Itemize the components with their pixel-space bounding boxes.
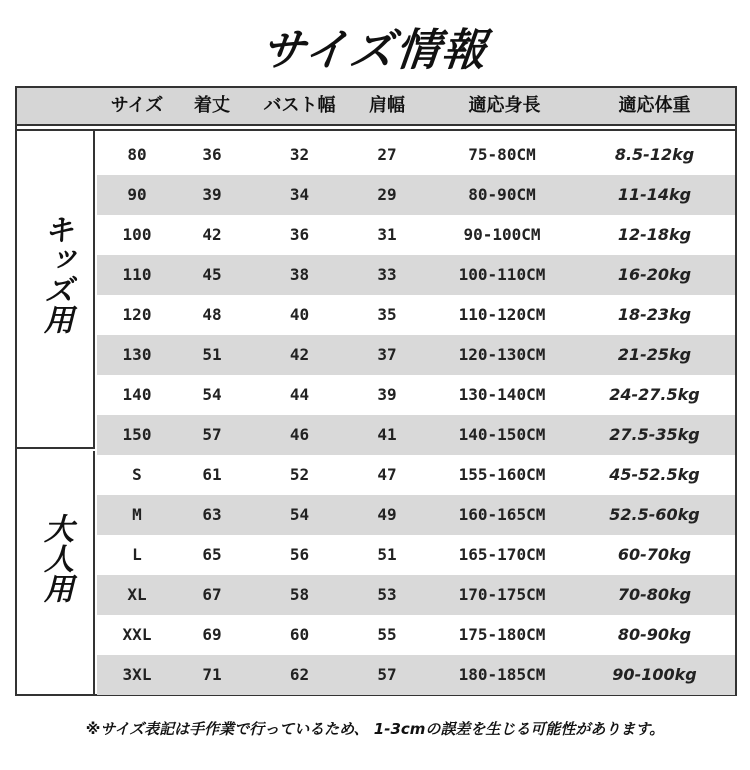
cell-shoulder: 55 <box>377 625 397 644</box>
cell-bust: 32 <box>289 145 310 164</box>
cell-bust: 52 <box>289 465 310 484</box>
cell-weight: 11-14kg <box>617 185 692 204</box>
table-row <box>97 655 735 695</box>
cell-bust: 38 <box>289 265 310 284</box>
cell-weight: 27.5-35kg <box>609 425 700 444</box>
cell-length: 39 <box>202 185 222 204</box>
header-height: 適応身長 <box>468 95 541 116</box>
cell-shoulder: 33 <box>377 265 397 284</box>
cell-length: 48 <box>202 305 222 324</box>
cell-weight: 52.5-60kg <box>609 505 700 524</box>
cell-shoulder: 37 <box>377 345 397 364</box>
cell-size: M <box>132 505 142 524</box>
cell-bust: 46 <box>289 425 310 444</box>
cell-height: 75-80CM <box>468 145 536 164</box>
cell-length: 63 <box>202 505 222 524</box>
cell-shoulder: 27 <box>377 145 397 164</box>
cell-length: 54 <box>202 385 222 404</box>
cell-weight: 60-70kg <box>617 545 692 564</box>
cell-height: 165-170CM <box>458 545 546 564</box>
header-shoulder: 肩幅 <box>369 95 405 116</box>
cell-length: 67 <box>202 585 222 604</box>
cell-weight: 21-25kg <box>617 345 692 364</box>
cell-shoulder: 53 <box>377 585 397 604</box>
cell-weight: 45-52.5kg <box>609 465 700 484</box>
cell-length: 57 <box>202 425 222 444</box>
cell-size: 3XL <box>122 665 152 684</box>
kids-group-label <box>17 214 93 334</box>
cell-length: 36 <box>202 145 222 164</box>
cell-size: 90 <box>127 185 147 204</box>
table-header <box>17 88 735 126</box>
cell-shoulder: 31 <box>377 225 397 244</box>
cell-size: 100 <box>122 225 152 244</box>
cell-bust: 54 <box>289 505 310 524</box>
cell-shoulder: 47 <box>377 465 397 484</box>
header-divider <box>17 129 735 131</box>
cell-weight: 24-27.5kg <box>609 385 700 404</box>
table-row <box>97 615 735 655</box>
table-row <box>97 135 735 175</box>
cell-height: 120-130CM <box>458 345 546 364</box>
cell-length: 69 <box>202 625 222 644</box>
cell-bust: 62 <box>289 665 310 684</box>
cell-shoulder: 49 <box>377 505 397 524</box>
header-length: 着丈 <box>194 95 230 116</box>
header-weight: 適応体重 <box>618 95 691 116</box>
cell-weight: 18-23kg <box>617 305 692 324</box>
cell-length: 45 <box>202 265 222 284</box>
adult-group-label <box>17 513 93 603</box>
table-row <box>97 255 735 295</box>
cell-bust: 58 <box>289 585 310 604</box>
cell-height: 110-120CM <box>458 305 546 324</box>
cell-weight: 90-100kg <box>612 665 697 684</box>
cell-weight: 8.5-12kg <box>614 145 695 164</box>
cell-height: 90-100CM <box>463 225 541 244</box>
cell-bust: 44 <box>289 385 310 404</box>
adult-group <box>17 451 95 694</box>
table-row <box>97 535 735 575</box>
cell-height: 180-185CM <box>458 665 546 684</box>
table-row <box>97 495 735 535</box>
cell-length: 51 <box>202 345 222 364</box>
cell-shoulder: 41 <box>377 425 397 444</box>
cell-size: XXL <box>122 625 152 644</box>
cell-height: 160-165CM <box>458 505 546 524</box>
cell-weight: 70-80kg <box>617 585 692 604</box>
kids-label-text: キッズ用 <box>38 214 73 334</box>
cell-length: 42 <box>202 225 222 244</box>
header-size: サイズ <box>110 95 164 116</box>
cell-size: 140 <box>122 385 152 404</box>
cell-weight: 80-90kg <box>617 625 692 644</box>
page-title: サイズ情報 <box>258 25 491 76</box>
table-row <box>97 415 735 455</box>
table-row <box>97 375 735 415</box>
cell-size: XL <box>127 585 147 604</box>
cell-height: 175-180CM <box>458 625 546 644</box>
cell-height: 170-175CM <box>458 585 546 604</box>
cell-length: 71 <box>202 665 222 684</box>
cell-bust: 42 <box>289 345 310 364</box>
adult-label-text: 大人用 <box>38 513 73 603</box>
cell-size: S <box>132 465 142 484</box>
cell-shoulder: 57 <box>377 665 397 684</box>
cell-bust: 36 <box>289 225 310 244</box>
cell-shoulder: 39 <box>377 385 397 404</box>
cell-weight: 12-18kg <box>617 225 692 244</box>
cell-bust: 56 <box>289 545 310 564</box>
cell-shoulder: 35 <box>377 305 397 324</box>
table-row <box>97 335 735 375</box>
table-row <box>97 575 735 615</box>
cell-height: 80-90CM <box>468 185 536 204</box>
table-row <box>97 175 735 215</box>
cell-size: 120 <box>122 305 152 324</box>
cell-size: 80 <box>127 145 147 164</box>
cell-shoulder: 29 <box>377 185 397 204</box>
table-row <box>97 455 735 495</box>
cell-shoulder: 51 <box>377 545 397 564</box>
cell-height: 100-110CM <box>458 265 546 284</box>
table-row <box>97 295 735 335</box>
footnote: ※サイズ表記は手作業で行っているため、 1-3cmの誤差を生じる可能性があります。 <box>85 720 665 738</box>
cell-bust: 60 <box>289 625 310 644</box>
kids-group <box>17 131 95 449</box>
cell-height: 130-140CM <box>458 385 546 404</box>
table-row <box>97 215 735 255</box>
cell-bust: 40 <box>289 305 310 324</box>
cell-length: 65 <box>202 545 222 564</box>
cell-size: L <box>132 545 142 564</box>
cell-size: 130 <box>122 345 152 364</box>
cell-weight: 16-20kg <box>617 265 692 284</box>
cell-height: 140-150CM <box>458 425 546 444</box>
cell-bust: 34 <box>289 185 310 204</box>
cell-size: 150 <box>122 425 152 444</box>
header-bust: バスト幅 <box>263 95 336 116</box>
cell-height: 155-160CM <box>458 465 546 484</box>
cell-length: 61 <box>202 465 222 484</box>
cell-size: 110 <box>122 265 152 284</box>
